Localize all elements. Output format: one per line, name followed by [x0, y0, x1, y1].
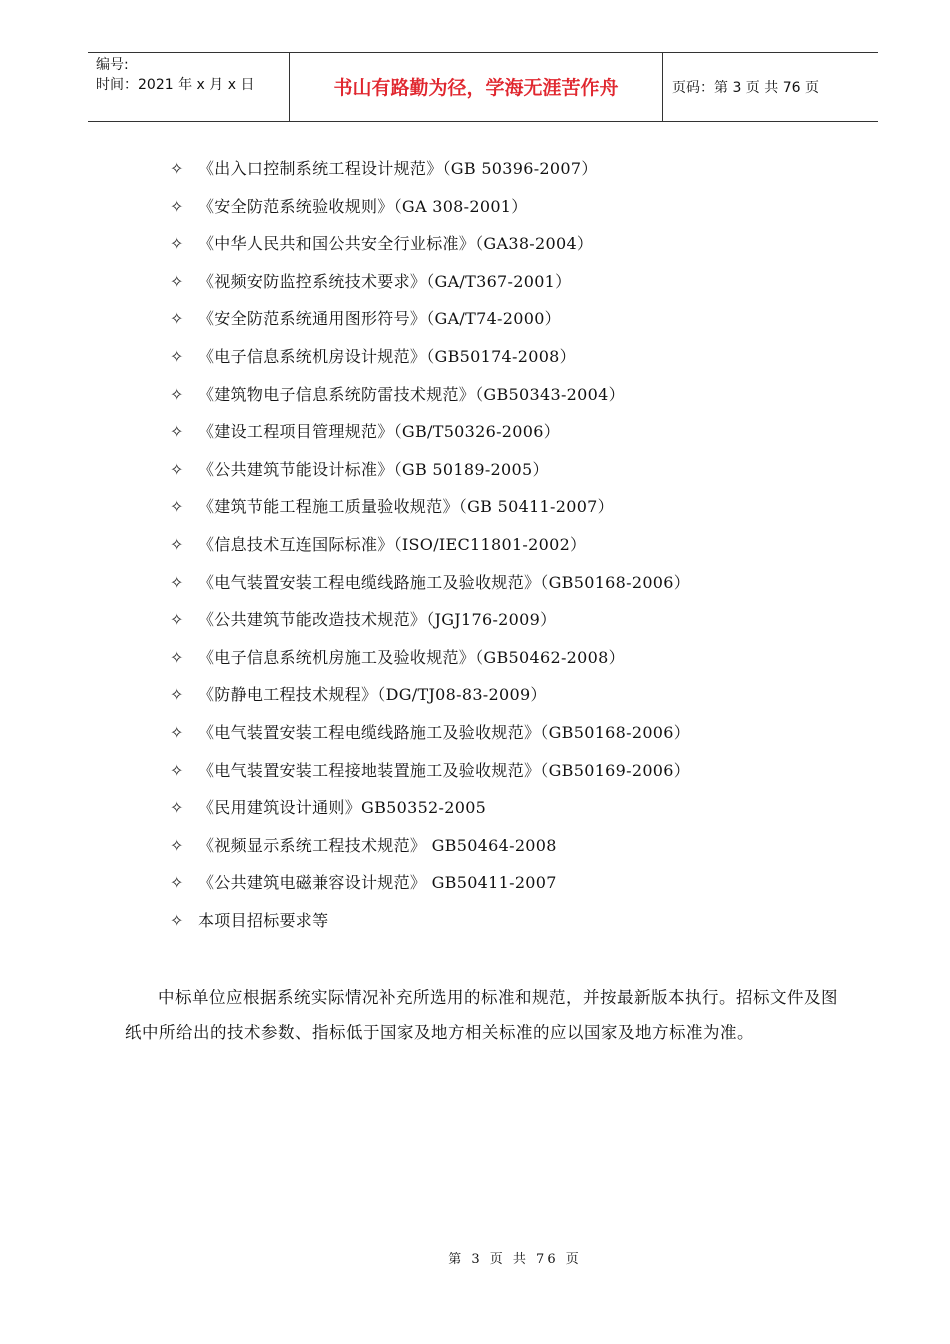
- list-item: [170, 714, 690, 752]
- standard-title: 《建筑节能工程施工质量验收规范》（GB 50411-2007）: [198, 497, 614, 517]
- standard-title: 本项目招标要求等: [198, 910, 329, 930]
- document-time: 时间：2021 年 x 月 x 日: [96, 77, 255, 93]
- standard-title: 《安全防范系统验收规则》（GA 308-2001）: [198, 196, 528, 216]
- list-item: [170, 864, 690, 902]
- diamond-bullet-icon: ✧: [170, 422, 184, 442]
- list-item: [170, 413, 690, 451]
- list-item: [170, 150, 690, 188]
- standard-title: 《中华人民共和国公共安全行业标准》（GA38-2004）: [198, 234, 594, 254]
- diamond-bullet-icon: ✧: [170, 798, 184, 818]
- standard-title: 《出入口控制系统工程设计规范》（GB 50396-2007）: [198, 159, 598, 178]
- list-item: [170, 263, 690, 301]
- diamond-bullet-icon: ✧: [170, 497, 184, 517]
- diamond-bullet-icon: ✧: [170, 610, 184, 630]
- body-paragraph: 中标单位应根据系统实际情况补充所选用的标准和规范，并按最新版本执行。招标文件及图纸中所给出的技术参数、指标低于国家及地方相关标准的应以国家及地方标准为准。: [125, 988, 838, 1042]
- diamond-bullet-icon: ✧: [170, 271, 184, 291]
- document-number-label: 编号:: [96, 57, 129, 73]
- list-item: [170, 451, 690, 489]
- page-footer: 第 3 页 共 76 页: [448, 1252, 582, 1267]
- diamond-bullet-icon: ✧: [170, 910, 184, 930]
- standards-list: [170, 150, 690, 939]
- standard-title: 《防静电工程技术规程》（DG/TJ08-83-2009）: [198, 685, 547, 705]
- list-item: [170, 639, 690, 677]
- diamond-bullet-icon: ✧: [170, 159, 184, 178]
- diamond-bullet-icon: ✧: [170, 572, 184, 592]
- header-page-info: 页码：第 3 页 共 76 页: [672, 80, 819, 96]
- list-item: [170, 338, 690, 376]
- list-item: [170, 376, 690, 414]
- standard-title: 《电子信息系统机房设计规范》（GB50174-2008）: [198, 346, 576, 366]
- diamond-bullet-icon: ✧: [170, 534, 184, 554]
- list-item: [170, 676, 690, 714]
- standard-title: 《视频显示系统工程技术规范》 GB50464-2008: [198, 835, 557, 855]
- list-item: [170, 300, 690, 338]
- diamond-bullet-icon: ✧: [170, 459, 184, 479]
- standard-title: 《公共建筑电磁兼容设计规范》 GB50411-2007: [198, 873, 557, 893]
- diamond-bullet-icon: ✧: [170, 835, 184, 855]
- diamond-bullet-icon: ✧: [170, 346, 184, 366]
- list-item: [170, 601, 690, 639]
- list-item: [170, 902, 690, 940]
- standard-title: 《电气装置安装工程接地装置施工及验收规范》（GB50169-2006）: [198, 760, 691, 780]
- list-item: [170, 526, 690, 564]
- list-item: [170, 564, 690, 602]
- standard-title: 《视频安防监控系统技术要求》（GA/T367-2001）: [198, 271, 572, 291]
- header-motto: 书山有路勤为径，学海无涯苦作舟: [333, 77, 619, 99]
- list-item: [170, 752, 690, 790]
- standard-title: 《电气装置安装工程电缆线路施工及验收规范》（GB50168-2006）: [198, 722, 691, 742]
- header-divider: [662, 53, 663, 121]
- standard-title: 《建设工程项目管理规范》（GB/T50326-2006）: [198, 422, 561, 442]
- standard-title: 《公共建筑节能设计标准》（GB 50189-2005）: [198, 459, 549, 479]
- header-meta: [88, 53, 288, 121]
- list-item: [170, 188, 690, 226]
- list-item: [170, 488, 690, 526]
- list-item: [170, 789, 690, 827]
- diamond-bullet-icon: ✧: [170, 760, 184, 780]
- diamond-bullet-icon: ✧: [170, 873, 184, 893]
- diamond-bullet-icon: ✧: [170, 384, 184, 404]
- standard-title: 《建筑物电子信息系统防雷技术规范》（GB50343-2004）: [198, 384, 625, 404]
- diamond-bullet-icon: ✧: [170, 234, 184, 254]
- standard-title: 《电子信息系统机房施工及验收规范》（GB50462-2008）: [198, 647, 625, 667]
- standard-title: 《安全防范系统通用图形符号》（GA/T74-2000）: [198, 309, 561, 329]
- diamond-bullet-icon: ✧: [170, 196, 184, 216]
- list-item: [170, 225, 690, 263]
- standard-title: 《公共建筑节能改造技术规范》（JGJ176-2009）: [198, 610, 557, 630]
- list-item: [170, 827, 690, 865]
- standard-title: 《民用建筑设计通则》GB50352-2005: [198, 798, 487, 818]
- standard-title: 《信息技术互连国际标准》（ISO/IEC11801-2002）: [198, 534, 587, 554]
- diamond-bullet-icon: ✧: [170, 309, 184, 329]
- diamond-bullet-icon: ✧: [170, 685, 184, 705]
- diamond-bullet-icon: ✧: [170, 647, 184, 667]
- page-header: [88, 52, 878, 122]
- standard-title: 《电气装置安装工程电缆线路施工及验收规范》（GB50168-2006）: [198, 572, 691, 592]
- diamond-bullet-icon: ✧: [170, 722, 184, 742]
